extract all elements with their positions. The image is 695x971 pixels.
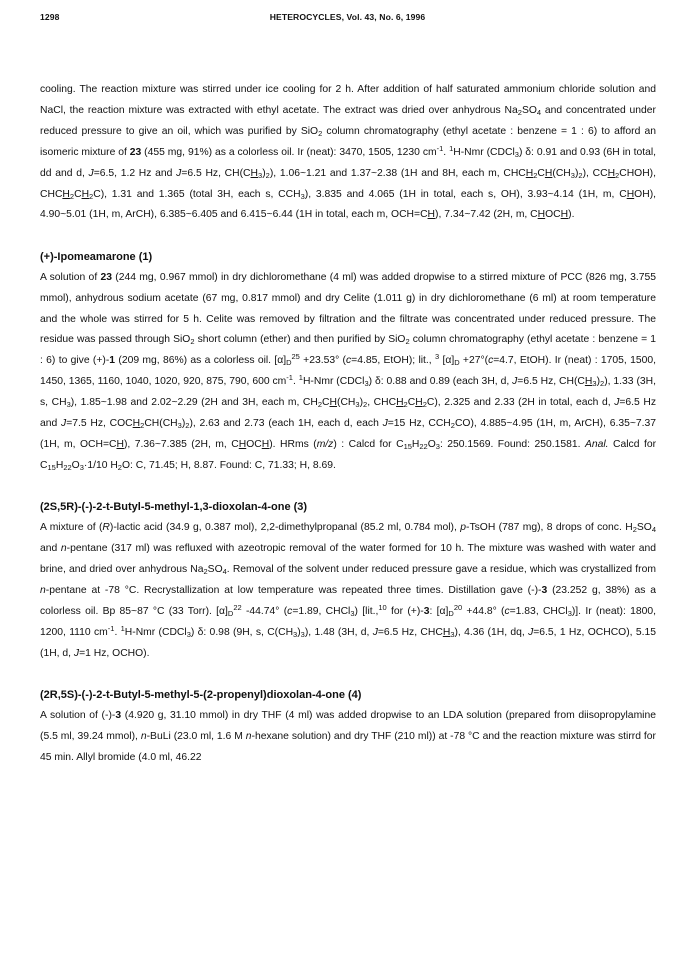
page-number: 1298 bbox=[40, 12, 60, 22]
article-body bbox=[40, 80, 656, 769]
paragraph-dioxolanone-4: A solution of (-)-3 (4.920 g, 31.10 mmol) in dry THF (4 ml) was added dropwise to an LDA solution (prepared from diisopropylamine (5.5 ml, 39.24 mmol), n-BuLi (23.0 ml, 1.6 M n-hexane solution) and dry THF (210 ml)) at -78 °C and the reaction mixture was stirrd for 45 min. Allyl bromide (4.0 ml, 46.22 bbox=[40, 709, 656, 763]
section-heading-ipomeamarone: (+)-Ipomeamarone (1) bbox=[40, 250, 153, 263]
section-heading-dioxolanone-3: (2S,5R)-(-)-2-t-Butyl-5-methyl-1,3-dioxolan-4-one (3) bbox=[40, 501, 308, 514]
journal-citation: HETEROCYCLES, Vol. 43, No. 6, 1996 bbox=[269, 12, 426, 22]
paragraph-ipomeamarone: A solution of 23 (244 mg, 0.967 mmol) in dry dichloromethane (4 ml) was added dropwise to a stirred mixture of PCC (826 mg, 3.755 mmol), anhydrous sodium acetate (67 mg, 0.817 mmol) and dry Celite (1.011 g) in dry dichloromethane (6 ml) at room temperature and the whole was stirred for 5 h. Celite was removed by filtration and the filtrate was concentrated under reduced pressure. The residue was passed through SiO$_2$ short column (ether) and then purified by SiO$_2$ column chromatography (ethyl acetate : benzene = 1 : 6) to give (+)-1 (209 mg, 86%) as a colorless oil. $[\alpha]_D^{25} +23.53^\circ$ (c=4.85, EtOH); lit., $^3$ $[\alpha]_D +27^\circ(c=4.7$, EtOH). Ir (neat) : 1705, 1500, 1450, 1365, 1160, 1040, 1020, 920, 875, 790, 600 $cm^{-1}$. $^1$H-Nmr (CDCl$_3$) δ: 0.88 and 0.89 (each 3H, d, J=6.5 Hz, $CH(CH_3)_2$), 1.33 (3H, s, $CH_3$), 1.85~1.98 and 2.02~2.29 (2H and 3H, each m, $CH_2CH(CH_3)_2$, $CHCH_2CH_2C$), 2.325 and 2.33 (2H in total, each d, J=6.5 Hz and J=7.5 Hz, $COCH_2CH(CH_3)_2$), 2.63 and 2.73 (each 1H, each d, each J=15 Hz, $CCH_2CO$), 4.885~4.95 (1H, m, ArCH), 6.35~7.37 (1H, m, OCH=CH), 7.36~7.385 (2H, m, CHOCH). HRms (m/z) : Calcd for $C_{15}H_{22}O_3$: 250.1569. Found: 250.1581. Anal. Calcd for $C_{15}H_{22}O_3\cdot 1/10$ $H_2O$: C, 71.45; H, 8.87. Found: C, 71.33; H, 8.69. bbox=[40, 271, 657, 472]
paragraph-dioxolanone-3: A mixture of (R)-lactic acid (34.9 g, 0.387 mol), 2,2-dimethylpropanal (85.2 ml, 0.784 mol), p-TsOH (787 mg), 8 drops of conc. $H_2SO_4$ and n-pentane (317 ml) was refluxed with azeotropic removal of the water formed for 10 h. The mixture was washed with water and brine, and dried over anhydrous $Na_2SO_4$. Removal of the solvent under reduced pressure gave a residue, which was crystallized from n-pentane at -78 °C. Recrystallization at low temperature was repeated three times. Distillation gave (-)-3 (23.252 g, 38%) as a colorless oil. Bp 85~87 °C (33 Torr). $[\alpha]_D^{22}$ -44.74° (c=1.89, CHCl$_3$) [lit.,$^{10}$ for (+)-3: $[\alpha]_D^{20} +44.8^\circ$ (c=1.83, CHCl$_3$)]. Ir (neat): 1800, 1200, 1110 $cm^{-1}$. $^1$H-Nmr (CDCl$_3$) δ: 0.98 (9H, s, $C(CH_3)_3$), 1.48 (3H, d, J=6.5 Hz, $CHCH_3$), 4.36 (1H, dq, J=6.5, 1 Hz, OCHCO), 5.15 (1H, d, J=1 Hz, OCHO). bbox=[40, 522, 656, 659]
section-heading-dioxolanone-4: (2R,5S)-(-)-2-t-Butyl-5-methyl-5-(2-propenyl)dioxolan-4-one (4) bbox=[40, 689, 362, 702]
paragraph-workup-compound-23: cooling. The reaction mixture was stirred under ice cooling for 2 h. After addition of half saturated ammonium chloride solution and NaCl, the reaction mixture was extracted with ethyl acetate. The extract was dried over anhydrous $Na_2SO_4$ and concentrated under reduced pressure to give an oil, which was purified by SiO$_2$ column chromatography (ethyl acetate : benzene = 1 : 6) to afford an isomeric mixture of 23 (455 mg, 91%) as a colorless oil. Ir (neat): 3470, 1505, 1230 $cm^{-1}$. $^1$H-Nmr (CDCl$_3$) δ: 0.91 and 0.93 (6H in total, dd and d, J=6.5, 1.2 Hz and J=6.5 Hz, $CH(CH_3)_2$), 1.06~1.21 and 1.37~2.38 (1H and 8H, each m, $CHCH_2CH(CH_3)_2$), $CCH_2CHOH$), $CHCH_2CH_2C$), 1.31 and 1.365 (total 3H, each s, $CCH_3$), 3.835 and 4.065 (1H in total, each s, OH), 3.93~4.14 (1H, m, CHOH), 4.90~5.01 (1H, m, ArCH), 6.385~6.405 and 6.415~6.44 (1H in total, each m, OCH=CH), 7.34~7.42 (2H, m, CHOCH). bbox=[40, 84, 657, 221]
running-header bbox=[40, 12, 655, 26]
